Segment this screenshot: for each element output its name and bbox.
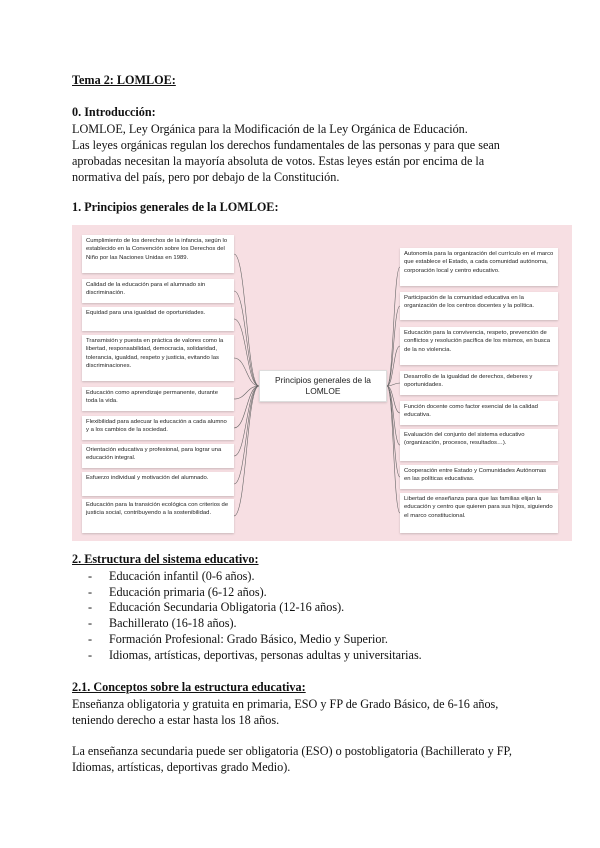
principle-left-4: Transmisión y puesta en práctica de valores como la libertad, responsabilidad, democracia, solidaridad, tolerancia, igualdad, respeto y justicia, evitando las discriminaciones. [82,335,234,381]
principle-right-6: Evaluación del conjunto del sistema educativo (organización, procesos, resultados…). [400,429,558,461]
principle-left-2: Calidad de la educación para el alumnado sin discriminación. [82,279,234,303]
intro-line: LOMLOE, Ley Orgánica para la Modificación de la Ley Orgánica de Educación. [72,122,468,136]
intro-heading: 0. Introducción: [72,105,156,119]
principle-right-1: Autonomía para la organización del currículo en el marco que establece el Estado, a cada comunidad autónoma, corporación local y centro educativo. [400,248,558,286]
principle-right-7: Cooperación entre Estado y Comunidades Autónomas en las políticas educativas. [400,465,558,489]
principles-heading: 1. Principios generales de la LOMLOE: [72,200,279,214]
principle-right-3: Educación para la convivencia, respeto, prevención de conflictos y resolución pacífica de los mismos, en busca de la no violencia. [400,327,558,365]
mindmap-connector [234,386,259,456]
mindmap-connector [234,386,259,516]
concepts-paragraph-2: La enseñanza secundaria puede ser obligatoria (ESO) o postobligatoria (Bachillerato y FP, Idiomas, artísticas, deportivas grado Medio). [72,744,512,774]
mindmap-connector [387,386,400,513]
principle-left-7: Orientación educativa y profesional, para lograr una educación integral. [82,444,234,468]
mindmap-connector [234,386,259,399]
page-title: Tema 2: LOMLOE: [72,73,176,87]
list-item: - Idiomas, artísticas, deportivas, personas adultas y universitarias. [88,648,422,664]
principle-right-2: Participación de la comunidad educativa en la organización de los centros docentes y la política. [400,292,558,320]
concepts-heading: 2.1. Conceptos sobre la estructura educativa: [72,680,306,694]
list-item: - Educación Secundaria Obligatoria (12-16 años). [88,600,422,616]
principle-left-3: Equidad para una igualdad de oportunidades. [82,307,234,331]
principle-left-9: Educación para la transición ecológica con criterios de justicia social, contribuyendo a la sostenibilidad. [82,499,234,533]
concepts-paragraph-1: Enseñanza obligatoria y gratuita en primaria, ESO y FP de Grado Básico, de 6-16 años, teniendo derecho a estar hasta los 18 años. [72,697,499,727]
mindmap-connector [234,254,259,386]
principle-right-4: Desarrollo de la igualdad de derechos, deberes y oportunidades. [400,371,558,395]
structure-heading: 2. Estructura del sistema educativo: [72,552,259,566]
mindmap-connector [387,306,400,386]
principle-left-1: Cumplimiento de los derechos de la infancia, según lo establecido en la Convención sobre los Derechos del Niño por las Naciones Unidas en 1989. [82,235,234,273]
mindmap-center-node: Principios generales de la LOMLOE [259,370,387,402]
mindmap-connector [234,319,259,386]
principle-left-8: Esfuerzo individual y motivación del alumnado. [82,472,234,496]
list-item: - Educación infantil (0-6 años). [88,569,422,585]
principle-right-5: Función docente como factor esencial de la calidad educativa. [400,401,558,425]
structure-list [88,569,422,663]
principle-left-5: Educación como aprendizaje permanente, durante toda la vida. [82,387,234,411]
list-item: - Formación Profesional: Grado Básico, Medio y Superior. [88,632,422,648]
intro-paragraph: Las leyes orgánicas regulan los derechos fundamentales de las personas y para que sean aprobadas necesitan la mayoría absoluta de votos. Estas leyes están por encima de la normativa del país, pero por debajo de la Constitución. [72,138,500,184]
mindmap-connector [387,267,400,386]
mindmap-connector [387,386,400,445]
principle-right-8: Libertad de enseñanza para que las familias elijan la educación y centro que quieren para sus hijos, siguiendo el marco constitucional. [400,493,558,533]
mindmap-connector [234,386,259,484]
list-item: - Educación primaria (6-12 años). [88,585,422,601]
principle-left-6: Flexibilidad para adecuar la educación a cada alumno y a los cambios de la sociedad. [82,416,234,440]
list-item: - Bachillerato (16-18 años). [88,616,422,632]
principles-mindmap [72,225,572,541]
